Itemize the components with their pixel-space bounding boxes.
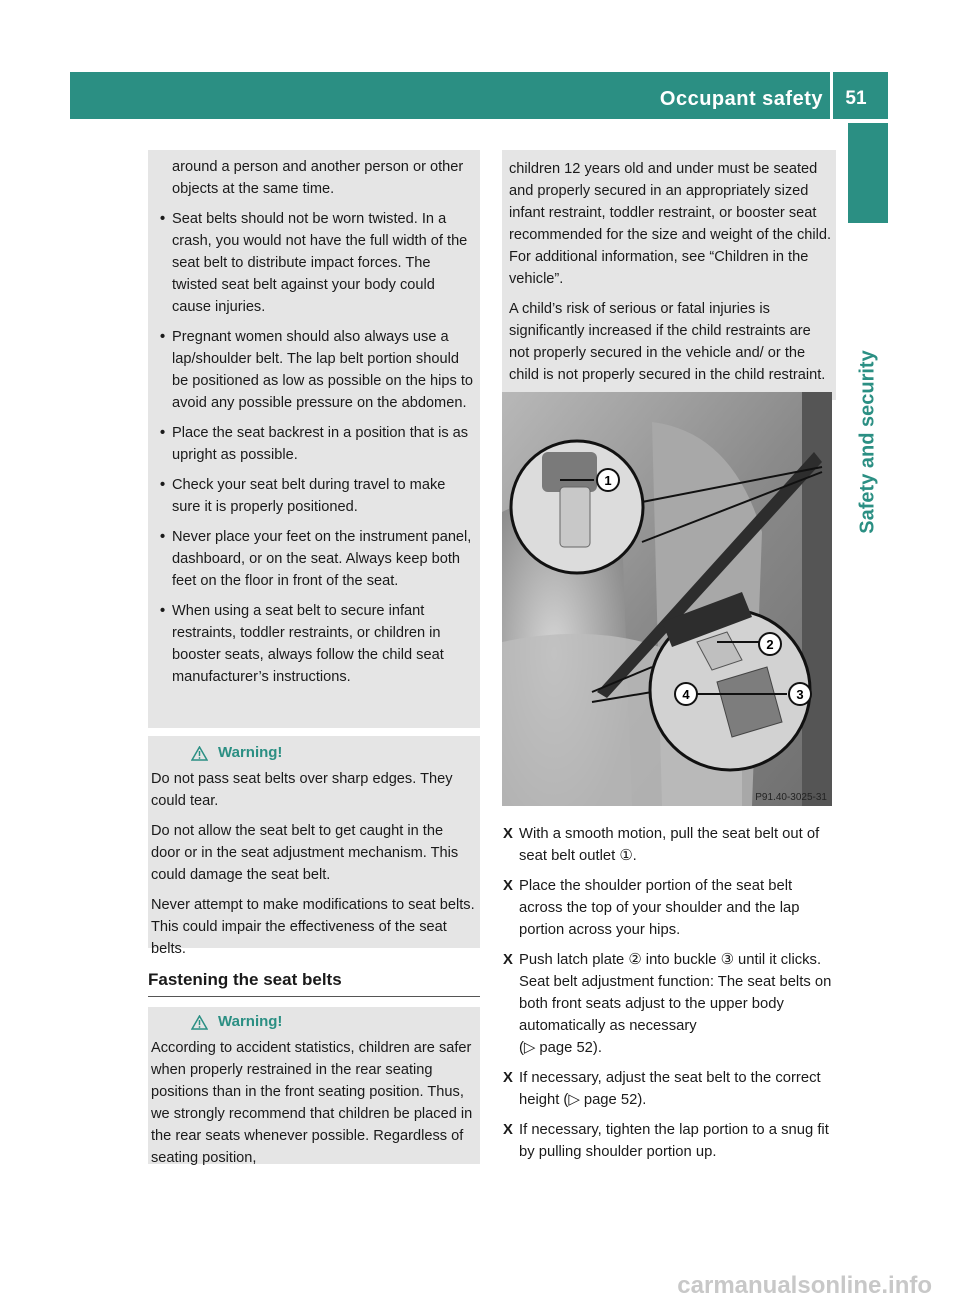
figure-code: P91.40-3025-31 <box>755 792 827 803</box>
list-item: • Place the seat backrest in a position that is as upright as possible. <box>160 425 469 463</box>
section-heading: Fastening the seat belts <box>148 970 480 997</box>
side-tab <box>848 232 888 652</box>
header-separator <box>830 72 833 119</box>
seat-belt-figure <box>502 392 832 806</box>
list-item: • Seat belts should not be worn twisted. In a crash, you would not have the full width of the seat belt to distribute impact forces. The twisted seat belt against your body could cause injuries. <box>160 211 468 315</box>
belt-outlet <box>542 452 597 492</box>
list-item: • Pregnant women should also always use a lap/shoulder belt. The lap belt portion should be positioned as low as possible on the hips to avoid any possible pressure on the abdomen. <box>160 329 473 411</box>
warning-box-1 <box>148 736 480 957</box>
step-item: X Push latch plate ② into buckle ③ until it clicks. <box>503 952 822 968</box>
page-title: Occupant safety <box>659 88 823 110</box>
intro-text: around a person and another person or other objects at the same time. <box>172 159 464 197</box>
page-number: 51 <box>845 88 867 109</box>
warning-paragraph: A child’s risk of serious or fatal injuries is significantly increased if the child restraints are not properly secured in the vehicle and/ or the child is not properly secured in the child restraint. <box>509 301 826 383</box>
warning-heading: Warning! <box>151 742 476 764</box>
step-item: X Place the shoulder portion of the seat belt across the top of your shoulder and the lap portion across your hips. <box>503 878 800 938</box>
warning-paragraph: Do not pass seat belts over sharp edges. They could tear. <box>151 771 453 809</box>
step-result: Seat belt adjustment function: The seat belts on both front seats adjust to the upper body automatically as necessary <box>519 974 832 1034</box>
right-warning-box <box>502 150 836 400</box>
step-item: X If necessary, tighten the lap portion to a snug fit by pulling shoulder portion up. <box>503 1122 829 1160</box>
seat-belt-illustration <box>502 392 832 806</box>
door-pillar <box>802 392 832 806</box>
bullet-list <box>156 208 473 688</box>
warning-heading: Warning! <box>151 1011 476 1033</box>
watermark: carmanualsonline.info <box>677 1272 932 1299</box>
callout-label: 2 <box>766 637 774 652</box>
list-item: • Check your seat belt during travel to make sure it is properly positioned. <box>160 477 446 515</box>
warning-triangle-icon <box>191 1015 208 1030</box>
list-item: • When using a seat belt to secure infant restraints, toddler restraints, or children in booster seats, always follow the child seat manufacturer’s instructions. <box>160 603 444 685</box>
callout-label: 3 <box>796 687 804 702</box>
callout-label: 4 <box>682 687 690 702</box>
warning-paragraph: Do not allow the seat belt to get caught in the door or in the seat adjustment mechanism. This could damage the seat belt. <box>151 823 459 883</box>
side-tab-block <box>848 123 888 223</box>
warning-triangle-icon <box>191 746 208 761</box>
page-reference: (▷ page 52). <box>519 1040 602 1056</box>
warning-paragraph: Never attempt to make modifications to seat belts. This could impair the effectiveness of the seat belts. <box>151 897 475 957</box>
step-item: X With a smooth motion, pull the seat belt out of seat belt outlet ①. <box>503 826 820 864</box>
warning-paragraph: According to accident statistics, children are safer when properly restrained in the rear seating positions than in the front seating position. Thus, we strongly recommend that children be placed in the rear seats whenever possible. Regardless of seating position, <box>151 1040 473 1166</box>
warning-paragraph: children 12 years old and under must be seated and properly secured in an appropriately sized infant restraint, toddler restraint, or booster seat recommended for the size and weight of the child. For additional information, see “Children in the vehicle”. <box>509 161 832 287</box>
left-warning-box <box>148 150 480 728</box>
step-item: X If necessary, adjust the seat belt to the correct height (▷ page 52). <box>503 1070 821 1108</box>
outlet-slider <box>560 487 590 547</box>
warning-box-2 <box>148 1007 480 1164</box>
list-item: • Never place your feet on the instrument panel, dashboard, or on the seat. Always keep both feet on the floor in front of the seat. <box>160 529 472 589</box>
callout-label: 1 <box>604 473 612 488</box>
instruction-steps <box>501 823 835 1171</box>
side-tab-label: Safety and security <box>856 350 879 534</box>
